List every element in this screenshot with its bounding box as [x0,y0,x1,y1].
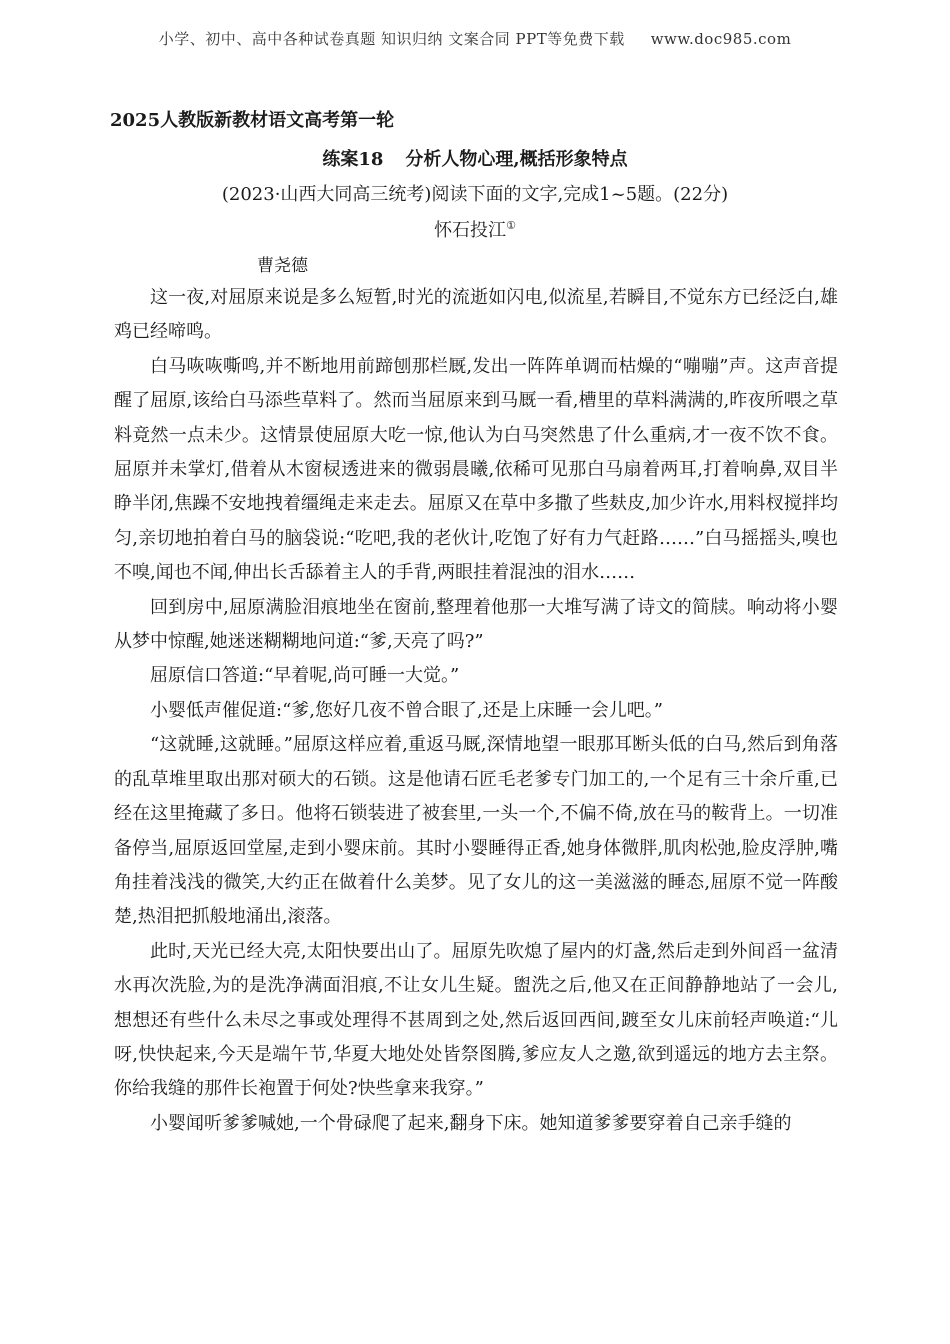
page-header [0,28,950,49]
paragraph: 白马咴咴嘶鸣,并不断地用前蹄刨那栏厩,发出一阵阵单调而枯燥的“嘣嘣”声。这声音提醒了屈原,该给白马添些草料了。然而当屈原来到马厩一看,槽里的草料满满的,昨夜所喂之草料竟然一点未少。这情景使屈原大吃一惊,他认为白马突然患了什么重病,才一夜不饮不食。屈原并未掌灯,借着从木窗棂透进来的微弱晨曦,依稀可见那白马扇着两耳,打着响鼻,双目半睁半闭,焦躁不安地拽着缰绳走来走去。屈原又在草中多撒了些麸皮,加少许水,用料杈搅拌均匀,亲切地拍着白马的脑袋说:“吃吧,我的老伙计,吃饱了好有力气赶路……”白马摇摇头,嗅也不嗅,闻也不闻,伸出长舌舔着主人的手背,两眼挂着混浊的泪水…… [114,355,838,584]
header-slogan: 小学、初中、高中各种试卷真题 知识归纳 文案合同 PPT等免费下载 [158,30,625,48]
footnote-marker: ① [506,219,516,232]
document-series-title: 2025人教版新教材语文高考第一轮 [110,110,395,131]
story-body [114,281,838,1141]
story-author: 曹尧德 [257,256,308,276]
lesson-topic: 分析人物心理,概括形象特点 [405,149,628,170]
paragraph: 屈原信口答道:“早着呢,尚可睡一大觉。” [150,665,460,687]
question-instruction: (2023·山西大同高三统考)阅读下面的文字,完成1~5题。(22分) [221,184,729,205]
paragraph: 回到房中,屈原满脸泪痕地坐在窗前,整理着他那一大堆写满了诗文的简牍。响动将小婴从梦中惊醒,她迷迷糊糊地问道:“爹,天亮了吗?” [114,596,838,653]
paragraph: 小婴闻听爹爹喊她,一个骨碌爬了起来,翻身下床。她知道爹爹要穿着自己亲手缝的 [150,1112,792,1134]
paragraph: “这就睡,这就睡。”屈原这样应着,重返马厩,深情地望一眼那耳断头低的白马,然后到角落的乱草堆里取出那对硕大的石锁。这是他请石匠毛老爹专门加工的,一个足有三十余斤重,已经在这里掩藏了多日。他将石锁装进了被套里,一头一个,不偏不倚,放在马的鞍背上。一切准备停当,屈原返回堂屋,走到小婴床前。其时小婴睡得正香,她身体微胖,肌肉松弛,脸皮浮肿,嘴角挂着浅浅的微笑,大约正在做着什么美梦。见了女儿的这一美滋滋的睡态,屈原不觉一阵酸楚,热泪把抓般地涌出,滚落。 [114,734,838,928]
paragraph: 小婴低声催促道:“爹,您好几夜不曾合眼了,还是上床睡一会儿吧。” [150,699,663,721]
paragraph: 此时,天光已经大亮,太阳快要出山了。屈原先吹熄了屋内的灯盏,然后走到外间舀一盆清水再次洗脸,为的是洗净满面泪痕,不让女儿生疑。盥洗之后,他又在正间静静地站了一会儿,想想还有些什么未尽之事或处理得不甚周到之处,然后返回西间,踱至女儿床前轻声唤道:“儿呀,快快起来,今天是端午节,华夏大地处处皆祭图腾,爹应友人之邀,欲到遥远的地方去主祭。你给我缝的那件长袍置于何处?快些拿来我穿。” [114,940,838,1100]
paragraph: 这一夜,对屈原来说是多么短暂,时光的流逝如闪电,似流星,若瞬目,不觉东方已经泛白,雄鸡已经啼鸣。 [114,287,838,343]
story-title [0,216,950,242]
lesson-label: 练案18 [322,149,384,170]
lesson-title [0,145,950,171]
header-site-link[interactable]: www.doc985.com [650,30,792,48]
story-title-text: 怀石投江 [434,220,507,241]
